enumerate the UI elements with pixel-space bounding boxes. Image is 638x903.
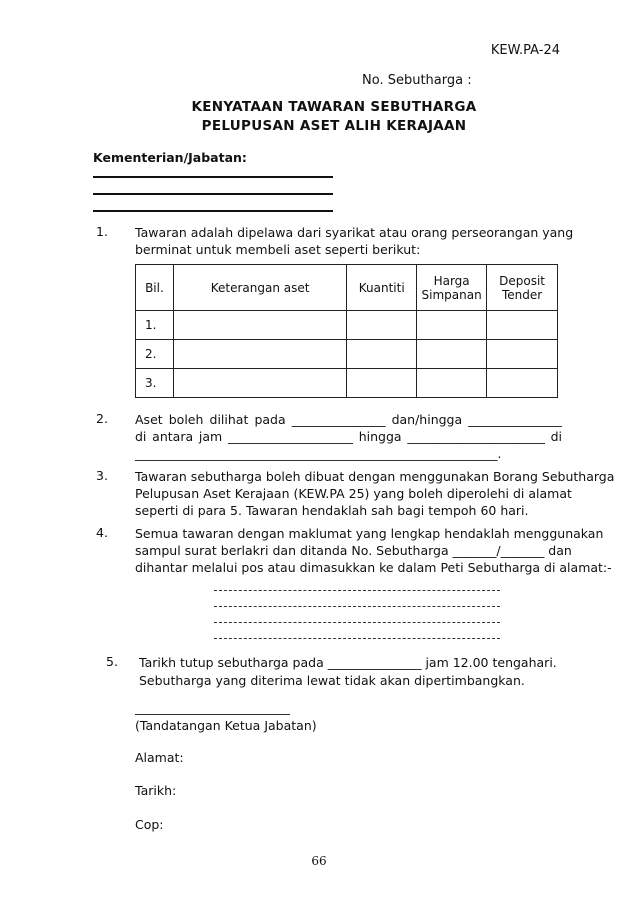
section-2-line: __________________________________________________________. (135, 446, 502, 461)
cell-reserve-price[interactable] (417, 340, 487, 369)
section-5-number: 5. (106, 654, 118, 669)
address-line-3[interactable] (214, 622, 500, 623)
section-3-line: seperti di para 5. Tawaran hendaklah sah bagi tempoh 60 hari. (135, 503, 529, 518)
tender-number-label: No. Sebutharga : (362, 73, 472, 88)
section-2-text (135, 411, 562, 462)
section-1-line: berminat untuk membeli aset seperti berikut: (135, 242, 421, 257)
address-line-1[interactable] (214, 590, 500, 591)
table-row (136, 311, 558, 340)
col-reserve-price-header: Harga Simpanan (417, 265, 487, 311)
date-label: Tarikh: (135, 783, 177, 798)
section-3-text (135, 468, 615, 519)
section-4-line: dihantar melalui pos atau dimasukkan ke dalam Peti Sebutharga di alamat:- (135, 560, 612, 575)
page-title: KENYATAAN TAWARAN SEBUTHARGA (191, 99, 477, 115)
col-description-header: Keterangan aset (173, 265, 346, 311)
section-4-line: sampul surat berlakri dan ditanda No. Sebutharga _______/_______ dan (135, 543, 572, 558)
row-number: 2. (136, 340, 174, 369)
asset-table (135, 264, 558, 398)
table-row (136, 369, 558, 398)
cell-deposit[interactable] (487, 340, 558, 369)
cell-description[interactable] (173, 369, 346, 398)
section-4-number: 4. (96, 525, 108, 540)
section-2-line: Aset boleh dilihat pada _______________ dan/hingga _______________ (135, 412, 562, 427)
cell-deposit[interactable] (487, 369, 558, 398)
ministry-label: Kementerian/Jabatan: (93, 150, 247, 165)
section-1-number: 1. (96, 224, 108, 239)
section-3-line: Tawaran sebutharga boleh dibuat dengan menggunakan Borang Sebutharga (135, 469, 615, 484)
table-row (136, 340, 558, 369)
ministry-line-1 (93, 176, 333, 178)
section-5-line: Sebutharga yang diterima lewat tidak akan dipertimbangkan. (139, 673, 525, 688)
section-2-line: di antara jam ____________________ hingga ______________________ di (135, 429, 562, 444)
section-2-number: 2. (96, 411, 108, 426)
row-number: 1. (136, 311, 174, 340)
table-header-row (136, 265, 558, 311)
cell-deposit[interactable] (487, 311, 558, 340)
cell-description[interactable] (173, 311, 346, 340)
section-4-text (135, 525, 612, 576)
col-bil-header: Bil. (136, 265, 174, 311)
row-number: 3. (136, 369, 174, 398)
ministry-line-3 (93, 210, 333, 212)
section-1-line: Tawaran adalah dipelawa dari syarikat atau orang perseorangan yang (135, 225, 574, 240)
address-label: Alamat: (135, 750, 184, 765)
stamp-label: Cop: (135, 817, 164, 832)
cell-quantity[interactable] (347, 340, 417, 369)
address-line-2[interactable] (214, 606, 500, 607)
signature-label: (Tandatangan Ketua Jabatan) (135, 718, 317, 733)
section-4-line: Semua tawaran dengan maklumat yang lengkap hendaklah menggunakan (135, 526, 604, 541)
form-code: KEW.PA-24 (490, 43, 560, 58)
address-line-4[interactable] (214, 638, 500, 639)
ministry-line-2 (93, 193, 333, 195)
col-quantity-header: Kuantiti (347, 265, 417, 311)
page-subtitle: PELUPUSAN ASET ALIH KERAJAAN (201, 118, 467, 134)
cell-quantity[interactable] (347, 369, 417, 398)
section-5-line: Tarikh tutup sebutharga pada _______________ jam 12.00 tengahari. (139, 655, 557, 670)
cell-description[interactable] (173, 340, 346, 369)
section-1-text (135, 224, 574, 258)
cell-reserve-price[interactable] (417, 369, 487, 398)
cell-quantity[interactable] (347, 311, 417, 340)
section-3-number: 3. (96, 468, 108, 483)
signature-line[interactable] (135, 714, 290, 715)
page-number: 66 (311, 854, 327, 868)
cell-reserve-price[interactable] (417, 311, 487, 340)
col-deposit-header: Deposit Tender (487, 265, 558, 311)
section-3-line: Pelupusan Aset Kerajaan (KEW.PA 25) yang boleh diperolehi di alamat (135, 486, 572, 501)
